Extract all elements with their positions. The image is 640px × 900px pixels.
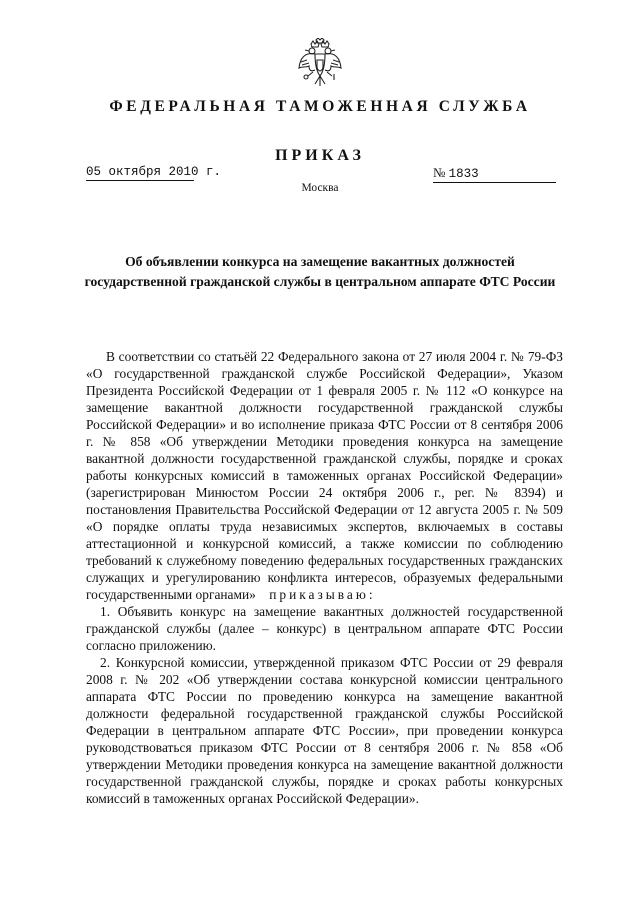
order-word: приказываю: xyxy=(269,587,376,602)
order-subject-line: Об объявлении конкурса на замещение вакантных должностей xyxy=(125,254,515,269)
order-body xyxy=(86,348,563,807)
preamble-paragraph xyxy=(86,348,563,603)
preamble-text: В соответствии со статьёй 22 Федерального закона от 27 июля 2004 г. № 79-ФЗ «О государственной гражданской службе Российской Федерации», Указом Президента Российской Федерации от 1 февраля 2005 г. № 112 «О конкурсе на замещение вакантной должности государственной гражданской службы Российской Федерации» и во исполнение приказа ФТС России от 8 сентября 2006 г. № 858 «Об утверждении Методики проведения конкурса на замещение вакантной должности государственной гражданской службы, порядке и сроках работы конкурсных комиссий в таможенных органах Российской Федерации» (зарегистрирован Минюстом России 24 октября 2006 г., рег. № 8394) и постановления Правительства Российской Федерации от 12 августа 2005 г. № 509 «О порядке оплаты труда независимых экспертов, включаемых в составы аттестационной и конкурсной комиссий, а также комиссии по соблюдению требований к служебному поведению федеральных государственных гражданских служащих и урегулированию конфликта интересов, образуемых федеральными государственными органами» xyxy=(86,349,563,602)
order-clause-1: 1. Объявить конкурс на замещение вакантных должностей государственной гражданской службы (далее – конкурс) в центральном аппарате ФТС России согласно приложению. xyxy=(86,604,563,653)
order-number-value: 1833 xyxy=(448,167,479,181)
document-type-title: ПРИКАЗ xyxy=(275,147,365,164)
order-subject xyxy=(40,252,600,292)
order-subject-line: государственной гражданской службы в центральном аппарате ФТС России xyxy=(84,274,556,289)
city-name: Москва xyxy=(301,182,339,194)
order-clause-2: 2. Конкурсной комиссии, утвержденной приказом ФТС России от 29 февраля 2008 г. № 202 «Об утверждении состава конкурсной комиссии центрального аппарата ФТС России по проведению конкурса на замещение вакантной должности федеральной государственной гражданской службы Российской Федерации в центральном аппарате ФТС России», при проведении конкурса руководствоваться приказом ФТС России от 8 сентября 2006 г. № 858 «Об утверждении Методики проведения конкурса на замещение вакантной должности государственной гражданской службы, порядке и сроках работы конкурсных комиссий в таможенных органах Российской Федерации». xyxy=(86,655,563,806)
double-headed-eagle-emblem-icon xyxy=(297,38,343,90)
order-number-prefix: № xyxy=(433,165,446,180)
order-date: 05 октября 2010 г. xyxy=(86,165,222,179)
agency-name: ФЕДЕРАЛЬНАЯ ТАМОЖЕННАЯ СЛУЖБА xyxy=(109,98,531,115)
order-number xyxy=(433,165,556,183)
